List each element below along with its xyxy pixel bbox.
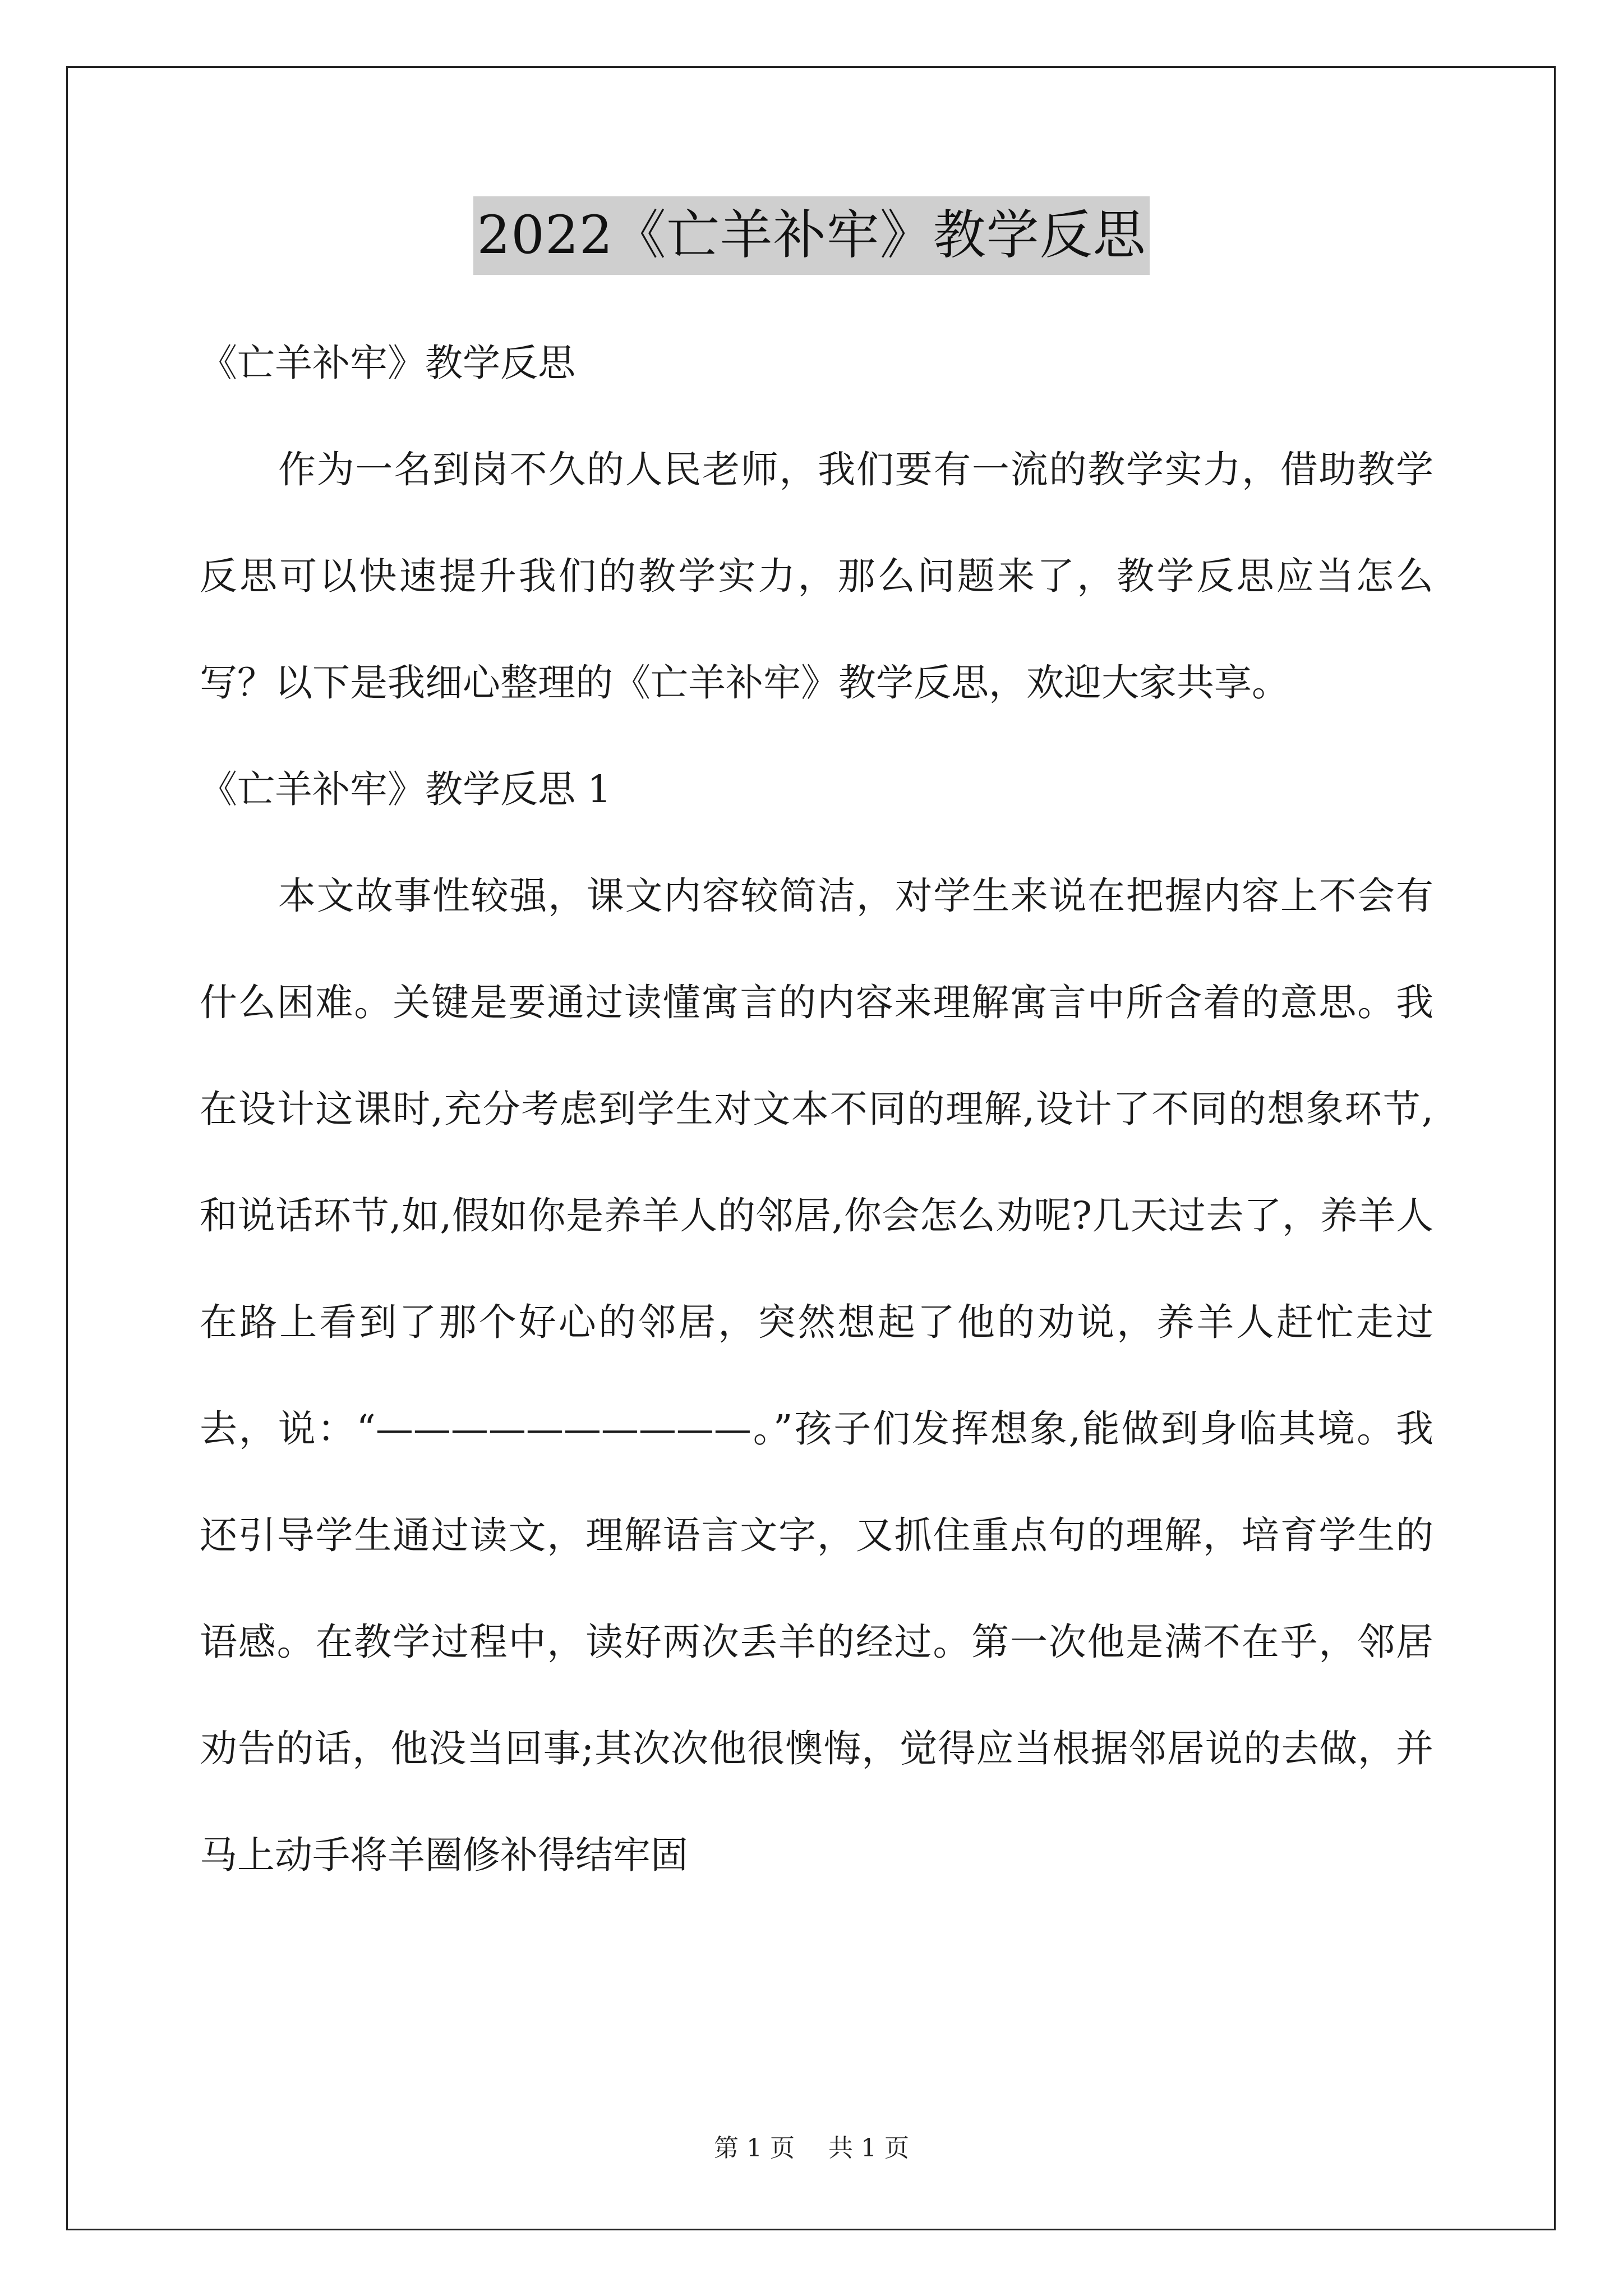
- body-paragraph: 本文故事性较强，课文内容较简洁，对学生来说在把握内容上不会有什么困难。关键是要通过读懂寓言的内容来理解寓言中所含着的意思。我在设计这课时,充分考虑到学生对文本不同的理解,设计了不同的想象环节,和说话环节,如,假如你是养羊人的邻居,你会怎么劝呢?几天过去了，养羊人在路上看到了那个好心的邻居，突然想起了他的劝说，养羊人赶忙走过去，说：“——————————。”孩子们发挥想象,能做到身临其境。我还引导学生通过读文，理解语言文字，又抓住重点句的理解，培育学生的语感。在教学过程中，读好两次丢羊的经过。第一次他是满不在乎，邻居劝告的话，他没当回事;其次次他很懊悔，觉得应当根据邻居说的去做，并马上动手将羊圈修补得结牢固: [200, 874, 1433, 1877]
- intro-paragraph: 作为一名到岗不久的人民老师，我们要有一流的教学实力，借助教学反思可以快速提升我们的教学实力，那么问题来了，教学反思应当怎么写？以下是我细心整理的《亡羊补牢》教学反思，欢迎大家共享。: [200, 448, 1433, 705]
- page-total: 共 1 页: [828, 2134, 909, 2162]
- page-number: 第 1 页: [714, 2134, 795, 2162]
- title-container: [0, 196, 1623, 275]
- document-body: [200, 310, 1433, 1908]
- document-title: 2022《亡羊补牢》教学反思: [473, 196, 1149, 275]
- subtitle: 《亡羊补牢》教学反思: [200, 341, 575, 385]
- page-footer: [0, 2132, 1623, 2165]
- section-heading: 《亡羊补牢》教学反思 1: [200, 767, 611, 811]
